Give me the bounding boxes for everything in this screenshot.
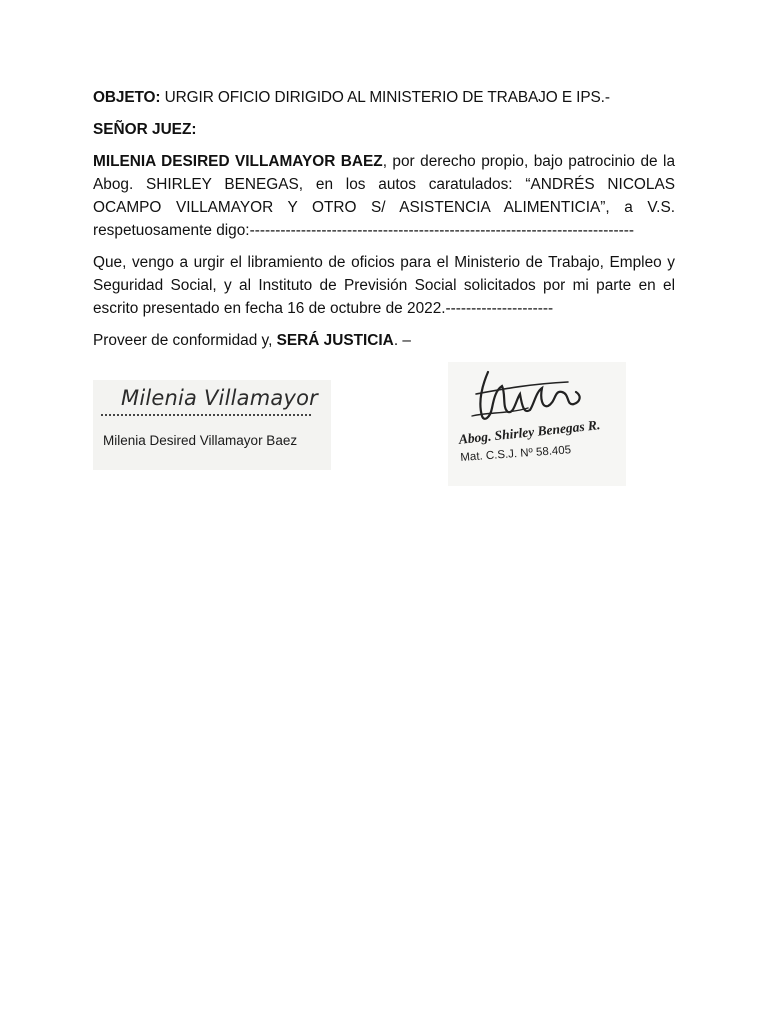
objeto-label: OBJETO:	[93, 89, 161, 106]
closing-suffix: . –	[393, 332, 411, 349]
introduction-text: , por derecho propio, bajo patrocinio de la Abog. SHIRLEY BENEGAS, en los autos caratulados: “ANDRÉS NICOLAS OCAMPO VILLAMAYOR Y OTRO S/ ASISTENCIA ALIMENTICIA”, a V.S. respetuosamente digo:---------------------------------------------------------------------------	[93, 153, 675, 239]
signature-printed-name: Milenia Desired Villamayor Baez	[103, 433, 298, 448]
attorney-signature-scribble-icon	[458, 364, 588, 426]
closing-prefix: Proveer de conformidad y,	[93, 332, 277, 349]
signature-petitioner	[93, 380, 331, 470]
objeto-text: URGIR OFICIO DIRIGIDO AL MINISTERIO DE TRABAJO E IPS.-	[160, 89, 610, 106]
signature-dotted-line	[101, 414, 311, 416]
handwritten-signature: Milenia Villamayor	[121, 386, 318, 410]
paragraph-introduction	[93, 150, 675, 242]
salutation-text: SEÑOR JUEZ:	[93, 121, 197, 138]
petitioner-name: MILENIA DESIRED VILLAMAYOR BAEZ	[93, 153, 383, 170]
closing-line	[93, 329, 675, 352]
signature-attorney	[448, 362, 626, 486]
salutation	[93, 118, 675, 141]
document-body	[93, 86, 675, 361]
attorney-stamp-registration: Mat. C.S.J. Nº 58.405	[460, 444, 572, 464]
paragraph-request: Que, vengo a urgir el libramiento de oficios para el Ministerio de Trabajo, Empleo y Seguridad Social, y al Instituto de Previsión Social solicitados por mi parte en el escrito presentado en fecha 16 de octubre de 2022.---------------------	[93, 254, 675, 317]
attorney-stamp-name: Abog. Shirley Benegas R.	[458, 417, 601, 447]
objeto-line	[93, 86, 675, 109]
closing-emphasis: SERÁ JUSTICIA	[276, 332, 394, 349]
